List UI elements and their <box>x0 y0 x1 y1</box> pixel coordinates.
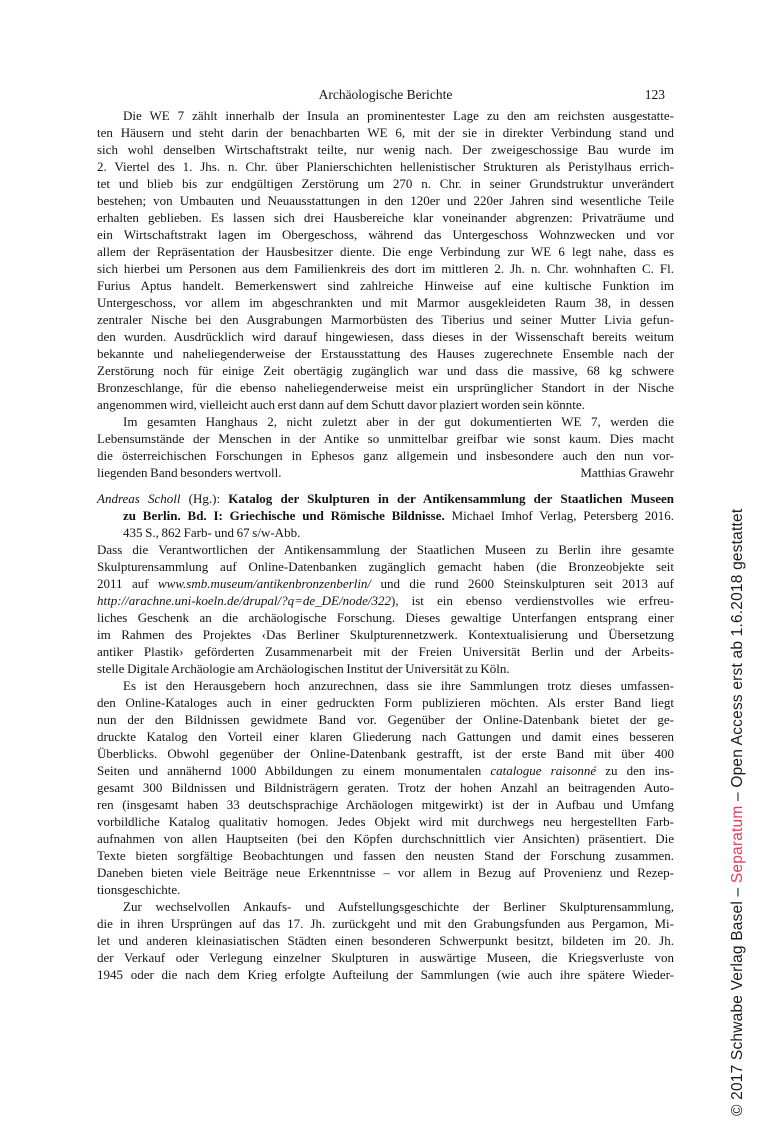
text-line: 2011 auf www.smb.museum/antikenbronzenberlin/ und die rund 2600 Steinskulpturen seit 2013 auf <box>97 576 675 591</box>
text-line: sich hierbei um Personen aus dem Familienkreis des dort im mittleren 2. Jh. n. Chr. wohnhaften C. Fl. <box>97 261 674 276</box>
text-line: Andreas Scholl (Hg.): Katalog der Skulpturen in der Antikensammlung der Staatlichen Museen <box>97 491 674 506</box>
text-line: antiker Plastik› geförderten Zusammenarbeit mit der Freien Universität Berlin und der Arbeits- <box>97 644 674 659</box>
running-header <box>97 86 674 103</box>
text-line: ren (insgesamt haben 33 deutschsprachige Archäologen mitgewirkt) ist der in Aufbau und Umfang <box>97 797 674 812</box>
text-line: erhalten geblieben. Es lassen sich drei Hausbereiche klar voneinander abgrenzen: Privaträume und <box>97 210 674 225</box>
text-line: Lebensumstände der Menschen in der Antike so unmittelbar greifbar wie sonst kaum. Dies macht <box>97 431 674 446</box>
text-line: 435 S., 862 Farb- und 67 s/w-Abb. <box>123 525 301 540</box>
text-line: gesamt 300 Bildnissen und Bildnisträgern geraten. Trotz der hohen Anzahl an beitragenden Auto- <box>97 780 674 795</box>
imprint-prefix: © 2017 Schwabe Verlag Basel – <box>729 883 746 1116</box>
text-line: allem der Repräsentation der Hausbesitzer diente. Die enge Verbindung zur WE 6 legt nahe, dass es <box>97 244 674 259</box>
text-line: liches Geschenk an die archäologische Forschung. Dieses gewaltige Unterfangen entsprang einer <box>97 610 674 625</box>
text-line <box>97 464 674 481</box>
text-line: Untergeschoss, vor allem im abgeschrankten und mit Marmor ausgekleideten Raum 38, in dessen <box>97 295 674 310</box>
page-number: 123 <box>644 87 665 102</box>
text-line: zu Berlin. Bd. I: Griechische und Römische Bildnisse. Michael Imhof Verlag, Petersberg 2016. <box>123 508 674 523</box>
sidebar-separatum: Separatum <box>729 805 746 884</box>
text-line: stelle Digitale Archäologie am Archäologischen Institut der Universität zu Köln. <box>97 661 510 676</box>
text-line: druckte Katalog den Vorteil einer klaren Gliederung nach Gattungen und damit eines besseren <box>97 729 674 744</box>
vertical-imprint <box>727 509 749 1116</box>
text-line: die in ihren Ursprüngen auf das 17. Jh. zurückgeht und mit den Grabungsfunden aus Pergamon, Mi- <box>97 916 674 931</box>
text-line: bestehen; von Umbauten und Neuausstattungen in den 120er und 220er Jahren sind wesentliche Teile <box>97 193 674 208</box>
text-line: http://arachne.uni-koeln.de/drupal/?q=de_DE/node/322), ist ein ebenso verdienstvolles wie erfreu- <box>97 593 674 608</box>
text-line: tionsgeschichte. <box>97 882 181 897</box>
text-line: Es ist den Herausgebern hoch anzurechnen, dass sie ihre Sammlungen trotz dieses umfassen- <box>123 678 674 693</box>
text-line: Zerstörung noch für einige Zeit obertägig zugänglich war und dass die massive, 68 kg schwere <box>97 363 674 378</box>
text-line: den wurden. Ausdrücklich wird darauf hingewiesen, dass dieses in der Wissenschaft bereits weitum <box>97 329 674 344</box>
text-line: 2. Viertel des 1. Jhs. n. Chr. über Planierschichten hellenistischer Strukturen als Peristylhaus errich- <box>97 159 674 174</box>
paragraph <box>97 107 674 413</box>
review-heading <box>97 490 674 541</box>
text-line: Skulpturensammlung auf Online-Datenbanken zugänglich gemacht haben (die Bronzeobjekte seit <box>97 559 674 574</box>
text-line: im Rahmen des Projektes ‹Das Berliner Skulpturennetzwerk. Kontextualisierung und Übersetzung <box>97 627 674 642</box>
text-line: tet und blieb bis zur endgültigen Zerstörung um 270 n. Chr. in seiner Grundstruktur unverändert <box>97 176 674 191</box>
text-line: Daneben bieten viele Beiträge neue Erkenntnisse – vor allem in Bezug auf Provenienz und Rezep- <box>97 865 674 880</box>
text-line: vorbildliche Katalog qualitativ homogen. Jedes Objekt wird mit durchwegs neu hergestellten Farb- <box>97 814 674 829</box>
text-line: aufnahmen von allen Hauptseiten (bei den Köpfen durchschnittlich vier Ansichten) präsentiert. Die <box>97 831 674 846</box>
text-line: Die WE 7 zählt innerhalb der Insula an prominentester Lage zu den am reichsten ausgestatte- <box>123 108 674 123</box>
text-line: zentraler Nische bei den Ausgrabungen Marmorbüsten des Tiberius und seiner Mutter Livia gefun- <box>97 312 674 327</box>
text-line: Im gesamten Hanghaus 2, nicht zuletzt aber in der gut dokumentierten WE 7, werden die <box>123 414 674 429</box>
text-line: nun der den Bildnissen gewidmete Band vor. Gegenüber der Online-Datenbank bietet der ge- <box>97 712 674 727</box>
text-line: der Verkauf oder Verlegung einzelner Skulpturen in auswärtige Museen, die Kriegsverluste von <box>97 950 674 965</box>
text-line: angenommen wird, vielleicht auch erst dann auf dem Schutt davor plaziert worden sein könnte. <box>97 397 585 412</box>
text-line: Überblicks. Obwohl gegenüber der Online-Datenbank gestrafft, ist der erste Band mit über 400 <box>97 746 674 761</box>
text-line: Bronzeschlange, für die ebenso naheliegenderweise meist ein ursprünglicher Standort in der Nische <box>97 380 674 395</box>
text-body <box>97 107 674 983</box>
imprint-suffix: – Open Access erst ab 1.6.2018 gestattet <box>729 508 746 806</box>
page <box>97 86 674 983</box>
paragraph <box>97 541 674 677</box>
text-line: ein Wirtschaftstrakt lagen im Obergeschoss, während das Untergeschoss Wohnzwecken und vor <box>97 227 674 242</box>
text-line: ten Häusern und steht darin der benachbarten WE 6, mit der sie in direkter Verbindung stand und <box>97 125 674 140</box>
journal-title: Archäologische Berichte <box>318 87 453 102</box>
text-line: let und anderen kleinasiatischen Städten einen besonderen Schwerpunkt besitzt, bildeten im 20. Jh. <box>97 933 674 948</box>
paragraph <box>97 413 674 481</box>
text-line: 1945 oder die nach dem Krieg erfolgte Aufteilung der Sammlungen (wie auch ihre spätere Wieder- <box>97 967 674 982</box>
text-line: Zur wechselvollen Ankaufs- und Aufstellungsgeschichte der Berliner Skulpturensammlung, <box>123 899 674 914</box>
paragraph <box>97 677 674 898</box>
text-line: bekannte und naheliegenderweise der Erstausstattung des Hauses zugerechnete Ensemble nach der <box>97 346 674 361</box>
text-line: Seiten und annähernd 1000 Abbildungen zu einem monumentalen catalogue raisonné zu den ins- <box>97 763 674 778</box>
text-line: Furius Aptus handelt. Bemerkenswert sind zahlreiche Hinweise auf eine kultische Funktion im <box>97 278 674 293</box>
text-line: Dass die Verantwortlichen der Antikensammlung der Staatlichen Museen zu Berlin ihre gesamte <box>97 542 674 557</box>
text-line: die österreichischen Forschungen in Ephesos ganz allgemein und insbesondere auch den nun vor- <box>97 448 674 463</box>
paragraph <box>97 898 674 983</box>
text-line: Texte bieten sorgfältige Beobachtungen und fassen den neusten Stand der Forschung zusammen. <box>97 848 674 863</box>
text-line: den Online-Kataloges auch in einer gedruckten Form publizieren möchten. Als erster Band liegt <box>97 695 674 710</box>
reviewer-signature: Matthias Grawehr <box>580 465 674 480</box>
paragraph-end: liegenden Band besonders wertvoll. <box>97 465 282 480</box>
text-line: sich wohl denselben Wirtschaftstrakt teilte, nur wenig nach. Der zweigeschossige Bau wurde im <box>97 142 674 157</box>
